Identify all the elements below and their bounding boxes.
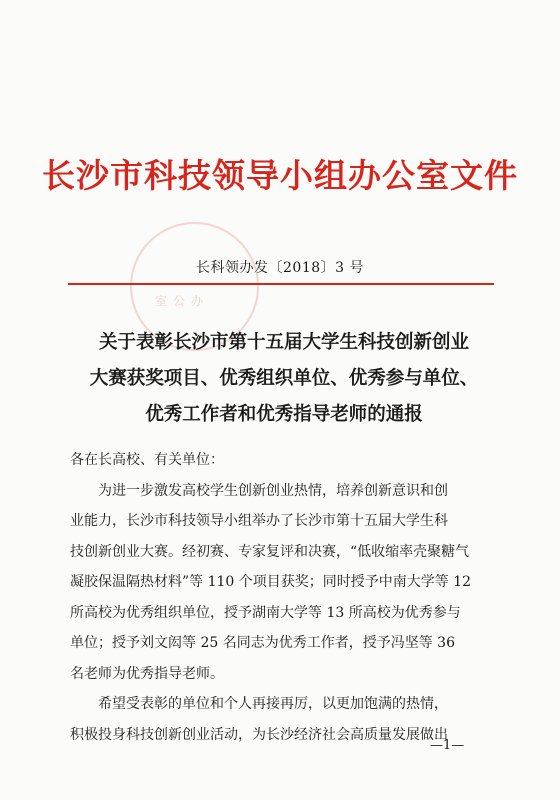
document-number: 长科领办发〔2018〕3 号 xyxy=(196,260,364,276)
subject-line: 优秀工作者和优秀指导老师的通报 xyxy=(145,404,423,425)
subject-line: 关于表彰长沙市第十五届大学生科技创新创业 xyxy=(98,332,469,353)
subject-line: 大赛获奖项目、优秀组织单位、优秀参与单位、 xyxy=(89,368,479,389)
salutation: 各在长高校、有关单位： xyxy=(70,452,224,468)
issuing-authority-title: 长沙市科技领导小组办公室文件 xyxy=(42,156,518,195)
body-line: 单位；授予刘文闳等 25 名同志为优秀工作者，授予冯坚等 36 xyxy=(70,635,455,651)
body-line: 为进一步激发高校学生创新创业热情，培养创新意识和创 xyxy=(70,482,448,499)
body-line: 凝胶保温隔热材料”等 110 个项目获奖；同时授予中南大学等 12 xyxy=(70,574,472,590)
body-line: 希望受表彰的单位和个人再接再厉，以更加饱满的热情， xyxy=(70,696,448,712)
document-subject xyxy=(74,325,494,433)
page-number: —1— xyxy=(430,738,465,753)
body-line: 业能力，长沙市科技领导小组举办了长沙市第十五届大学生科 xyxy=(70,513,448,529)
body-line: 名老师为优秀指导老师。 xyxy=(70,665,224,682)
body-line: 积极投身科技创新创业活动，为长沙经济社会高质量发展做出 xyxy=(70,726,448,743)
red-divider-line xyxy=(68,283,494,285)
document-body xyxy=(70,445,500,750)
official-seal-text: 室公办 xyxy=(155,294,210,308)
body-line: 技创新创业大赛。经初赛、专家复评和决赛，“低收缩率壳聚糖气 xyxy=(70,543,470,560)
body-line: 所高校为优秀组织单位，授予湖南大学等 13 所高校为优秀参与 xyxy=(70,604,461,621)
